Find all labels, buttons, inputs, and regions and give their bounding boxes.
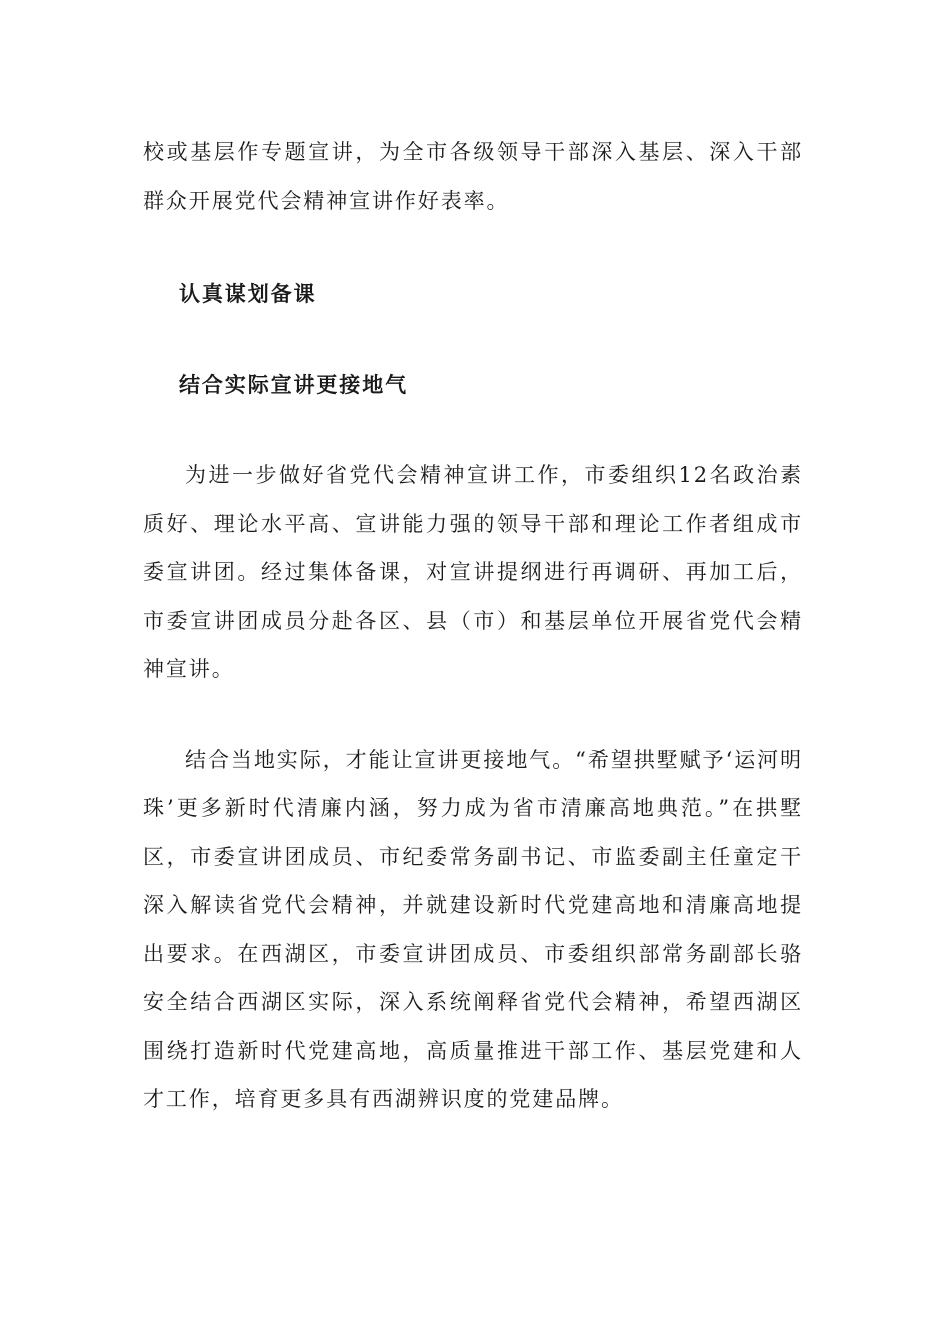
spacer (143, 319, 803, 361)
paragraph-intro: 校或基层作专题宣讲，为全市各级领导干部深入基层、深入干部群众开展党代会精神宣讲作好表率。 (143, 140, 803, 213)
document-page (143, 128, 803, 1124)
paragraph-1: 为进一步做好省党代会精神宣讲工作，市委组织12名政治素质好、理论水平高、宣讲能力强的领导干部和理论工作者组成市委宣讲团。经过集体备课，对宣讲提纲进行再调研、再加工后，市委宣讲团成员分赴各区、县（市）和基层单位开展省党代会精神宣讲。 (143, 463, 803, 681)
section-heading-1: 认真谋划备课 (179, 281, 317, 306)
spacer (143, 409, 803, 451)
spacer (143, 694, 803, 736)
section-heading-2: 结合实际宣讲更接地气 (179, 371, 408, 397)
spacer (143, 225, 803, 270)
paragraph-2: 结合当地实际，才能让宣讲更接地气。“希望拱墅赋予‘运河明珠’更多新时代清廉内涵，努力成为省市清廉高地典范。”在拱墅区，市委宣讲团成员、市纪委常务副书记、市监委副主任童定干深入解读省党代会精神，并就建设新时代党建高地和清廉高地提出要求。在西湖区，市委宣讲团成员、市委组织部常务副部长骆安全结合西湖区实际，深入系统阐释省党代会精神，希望西湖区围绕打造新时代党建高地，高质量推进干部工作、基层党建和人才工作，培育更多具有西湖辨识度的党建品牌。 (143, 747, 803, 1111)
